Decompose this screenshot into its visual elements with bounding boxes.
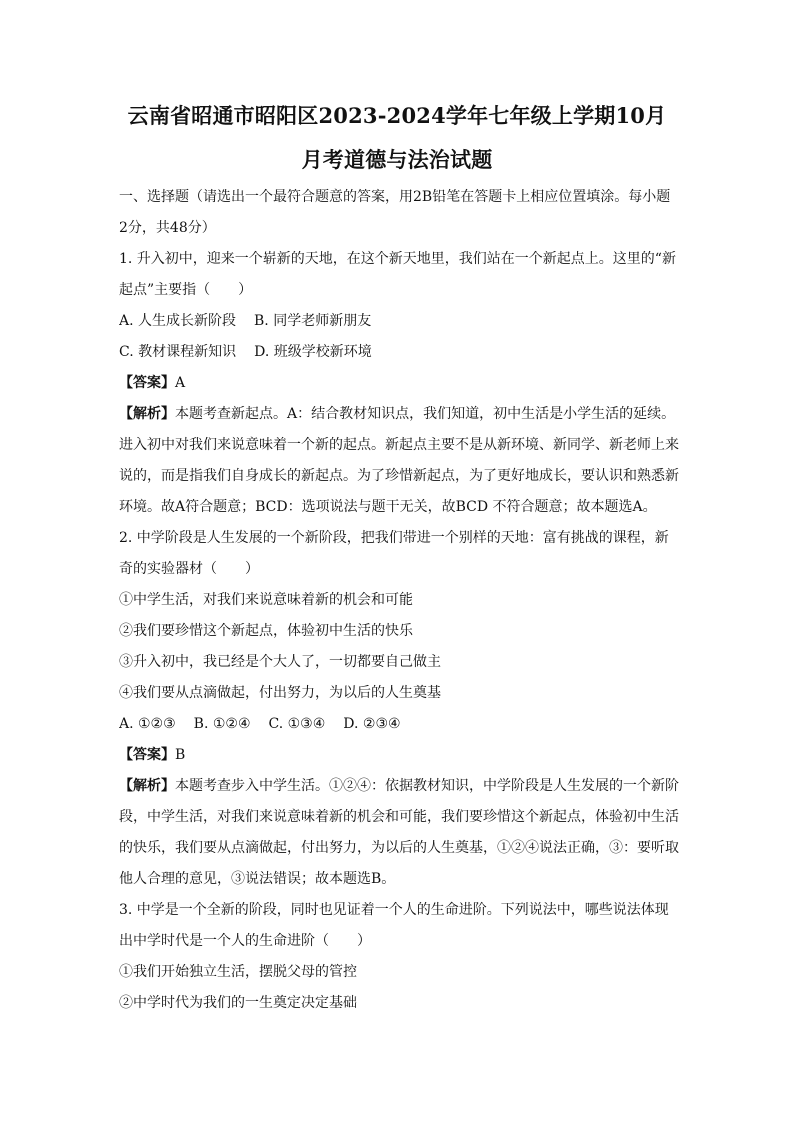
question-1-option-b: B. 同学老师新朋友 bbox=[254, 313, 372, 329]
question-2-analysis-cont: 的快乐，我们要从点滴做起，付出努力，为以后的人生奠基，①②④说法正确，③：要听取 bbox=[119, 840, 679, 856]
analysis-tag: 【解析】 bbox=[119, 406, 175, 422]
question-2-statement-1: ①中学生活，对我们来说意味着新的机会和可能 bbox=[119, 592, 413, 608]
question-3-statement-1: ①我们开始独立生活，摆脱父母的管控 bbox=[119, 964, 357, 980]
question-1-option-a: A. 人生成长新阶段 bbox=[119, 313, 237, 329]
question-1-options-row-2 bbox=[119, 337, 689, 368]
question-1-analysis bbox=[119, 399, 689, 430]
question-2-analysis bbox=[119, 771, 689, 802]
question-1-options-row-1 bbox=[119, 306, 689, 337]
question-2-option-d: D. ②③④ bbox=[343, 716, 401, 732]
question-1-answer bbox=[119, 368, 689, 399]
question-2-option-b: B. ①②④ bbox=[193, 716, 251, 732]
answer-tag: 【答案】 bbox=[119, 747, 175, 763]
question-1-option-c: C. 教材课程新知识 bbox=[119, 344, 237, 360]
question-2-stem: 2. 中学阶段是人生发展的一个新阶段，把我们带进一个别样的天地：富有挑战的课程，新 bbox=[119, 530, 669, 546]
question-3-stem: 3. 中学是一个全新的阶段，同时也见证着一个人的生命进阶。下列说法中，哪些说法体现 bbox=[119, 902, 669, 918]
question-3-stem-cont: 出中学时代是一个人的生命进阶（ ） bbox=[119, 933, 371, 949]
question-1-stem: 1. 升入初中，迎来一个崭新的天地，在这个新天地里，我们站在一个新起点上。这里的“新 bbox=[119, 251, 676, 267]
document-body bbox=[119, 182, 689, 1019]
analysis-tag: 【解析】 bbox=[119, 778, 175, 794]
question-3-statement-2: ②中学时代为我们的一生奠定决定基础 bbox=[119, 995, 357, 1011]
document-title-line-2: 月考道德与法治试题 bbox=[301, 147, 493, 172]
answer-value: B bbox=[175, 747, 186, 763]
question-1-stem-cont: 起点”主要指（ ） bbox=[119, 282, 253, 298]
answer-tag: 【答案】 bbox=[119, 375, 175, 391]
question-2-statement-4: ④我们要从点滴做起，付出努力，为以后的人生奠基 bbox=[119, 685, 441, 701]
question-2-option-c: C. ①③④ bbox=[268, 716, 326, 732]
question-1-analysis-cont: 进入初中对我们来说意味着一个新的起点。新起点主要不是从新环境、新同学、新老师上来 bbox=[119, 437, 679, 453]
question-2-answer bbox=[119, 740, 689, 771]
analysis-text: 本题考查新起点。A：结合教材知识点，我们知道，初中生活是小学生活的延续。 bbox=[175, 406, 676, 422]
question-2-analysis-cont: 他人合理的意见，③说法错误；故本题选B。 bbox=[119, 871, 396, 887]
question-2-option-a: A. ①②③ bbox=[119, 716, 176, 732]
question-1-analysis-cont: 环境。故A符合题意；BCD：选项说法与题干无关，故BCD 不符合题意；故本题选A。 bbox=[119, 499, 657, 515]
answer-value: A bbox=[175, 375, 186, 391]
analysis-text: 本题考查步入中学生活。①②④：依据教材知识，中学阶段是人生发展的一个新阶 bbox=[175, 778, 679, 794]
question-2-options bbox=[119, 709, 689, 740]
section-heading: 一、选择题（请选出一个最符合题意的答案，用2B铅笔在答题卡上相应位置填涂。每小题 bbox=[119, 189, 671, 205]
question-1-analysis-cont: 说的，而是指我们自身成长的新起点。为了珍惜新起点，为了更好地成长，要认识和熟悉新 bbox=[119, 468, 679, 484]
question-2-statement-2: ②我们要珍惜这个新起点，体验初中生活的快乐 bbox=[119, 623, 413, 639]
question-2-statement-3: ③升入初中，我已经是个大人了，一切都要自己做主 bbox=[119, 654, 441, 670]
question-2-stem-cont: 奇的实验器材（ ） bbox=[119, 561, 259, 577]
question-1-option-d: D. 班级学校新环境 bbox=[254, 344, 372, 360]
question-2-analysis-cont: 段，中学生活，对我们来说意味着新的机会和可能，我们要珍惜这个新起点，体验初中生活 bbox=[119, 809, 679, 825]
section-heading-cont: 2分，共48分） bbox=[119, 220, 216, 236]
document-title-line-1: 云南省昭通市昭阳区2023-2024学年七年级上学期10月 bbox=[127, 103, 667, 128]
